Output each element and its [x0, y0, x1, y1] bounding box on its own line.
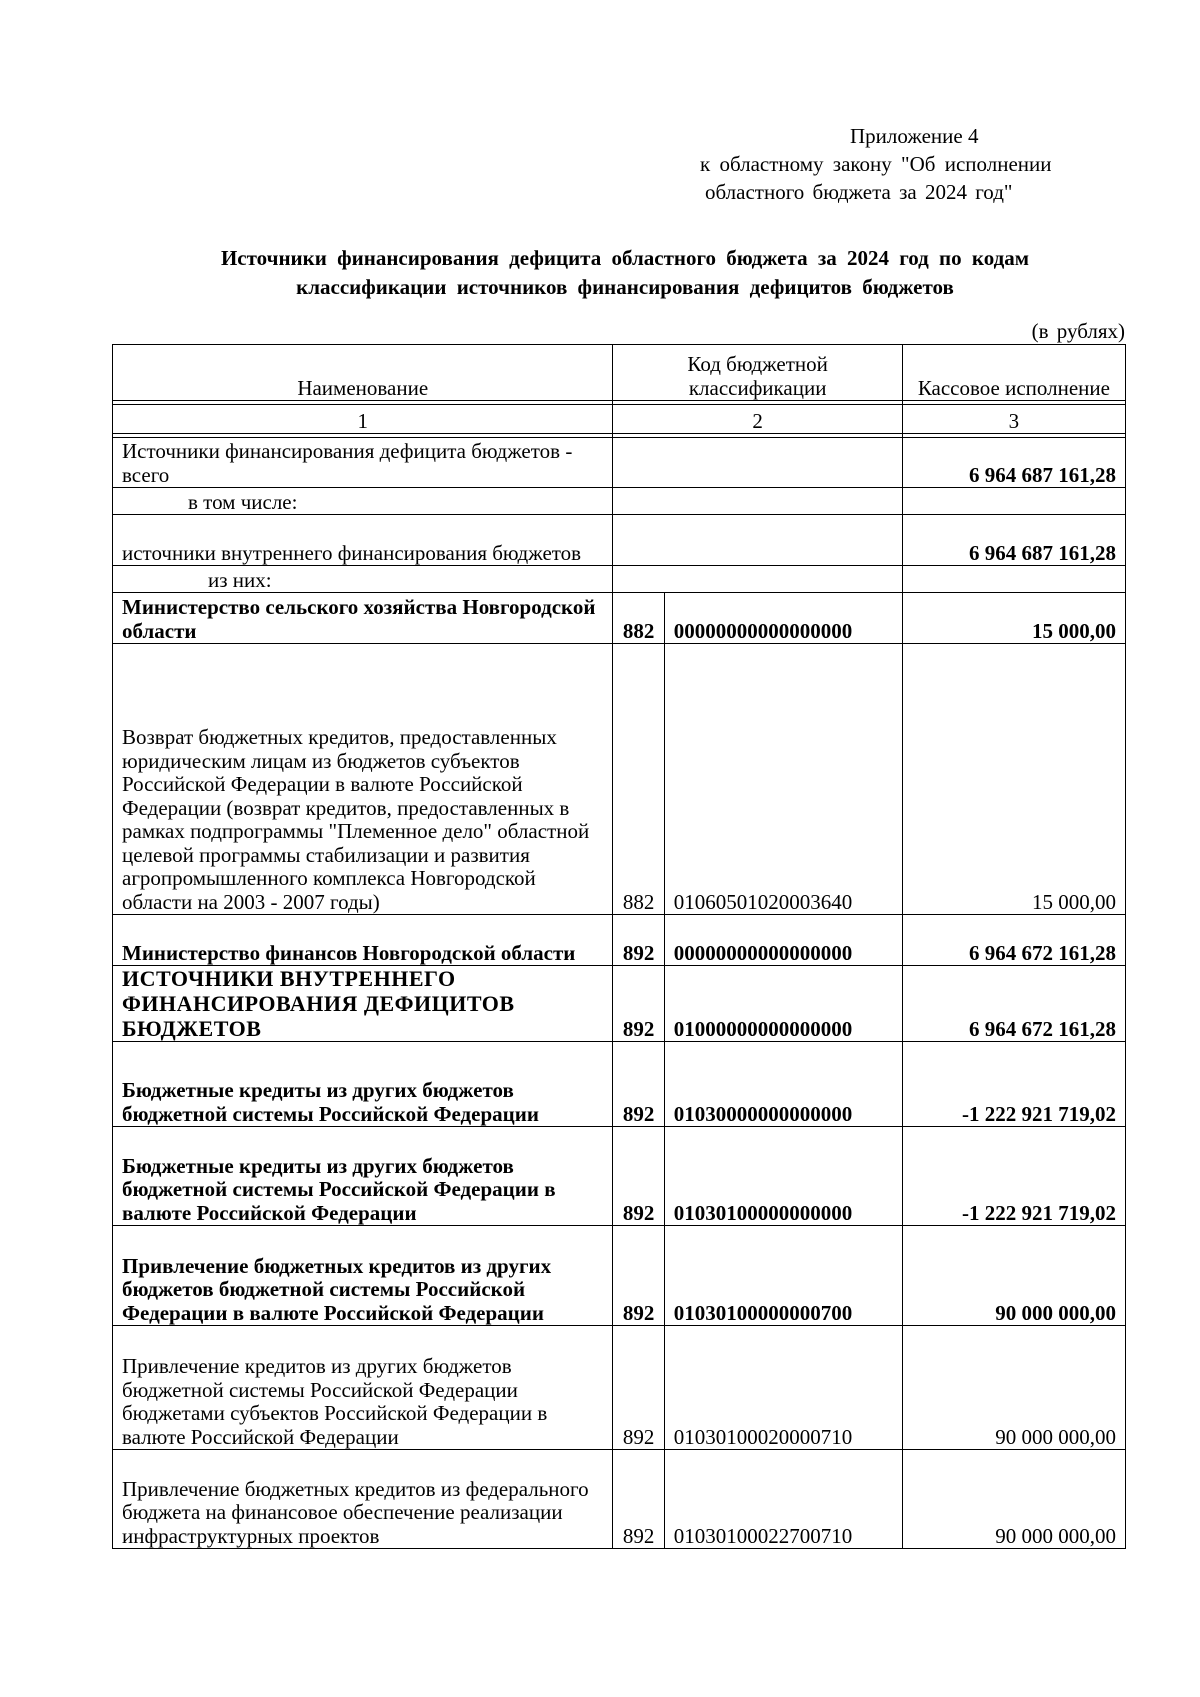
row-amount	[902, 566, 1125, 593]
row-name: Министерство сельского хозяйства Новгородской области	[113, 593, 613, 644]
table-row	[113, 1226, 1126, 1326]
table-row	[113, 438, 1126, 488]
column-number-row	[113, 405, 1126, 434]
document-title-line2: классификации источников финансирования дефицитов бюджетов	[296, 275, 954, 299]
row-name: источники внутреннего финансирования бюджетов	[113, 515, 613, 566]
row-name: Бюджетные кредиты из других бюджетов бюджетной системы Российской Федерации в валюте Российской Федерации	[113, 1127, 613, 1226]
row-code-admin: 892	[613, 966, 664, 1042]
row-name: в том числе:	[113, 488, 613, 515]
row-code-source: 01030100020000710	[664, 1326, 902, 1450]
document-title-line1: Источники финансирования дефицита областного бюджета за 2024 год по кодам	[220, 246, 1030, 270]
row-name: Министерство финансов Новгородской области	[113, 915, 613, 966]
appendix-law-name: областного бюджета за 2024 год"	[705, 180, 1013, 204]
row-name: ИСТОЧНИКИ ВНУТРЕННЕГО ФИНАНСИРОВАНИЯ ДЕФИЦИТОВ БЮДЖЕТОВ	[113, 966, 613, 1042]
row-code-admin: 892	[613, 915, 664, 966]
row-amount: 90 000 000,00	[902, 1226, 1125, 1326]
row-name: Привлечение бюджетных кредитов из других бюджетов бюджетной системы Российской Федерации в валюте Российской Федерации	[113, 1226, 613, 1326]
row-code-admin: 892	[613, 1226, 664, 1326]
table-row	[113, 1042, 1126, 1127]
row-code	[613, 566, 902, 593]
row-amount: 6 964 672 161,28	[902, 915, 1125, 966]
row-amount: 90 000 000,00	[902, 1326, 1125, 1450]
row-name: Привлечение кредитов из других бюджетов бюджетной системы Российской Федерации бюджетами субъектов Российской Федерации в валюте Российской Федерации	[113, 1326, 613, 1450]
table-header-row	[113, 345, 1126, 401]
appendix-number: Приложение 4	[850, 124, 979, 148]
row-code-admin: 882	[613, 593, 664, 644]
row-code-admin: 892	[613, 1450, 664, 1549]
row-code-source: 01030100000000700	[664, 1226, 902, 1326]
row-amount: 15 000,00	[902, 593, 1125, 644]
header-name: Наименование	[113, 345, 613, 401]
row-code-admin: 882	[613, 644, 664, 915]
column-number-3: 3	[902, 405, 1125, 434]
row-amount: 6 964 687 161,28	[902, 515, 1125, 566]
table-row	[113, 1450, 1126, 1549]
row-amount: 6 964 687 161,28	[902, 438, 1125, 488]
row-code-admin: 892	[613, 1326, 664, 1450]
header-amount: Кассовое исполнение	[902, 345, 1125, 401]
unit-note: (в рублях)	[1031, 319, 1125, 343]
row-amount	[902, 488, 1125, 515]
appendix-header	[700, 122, 1120, 206]
row-name: Бюджетные кредиты из других бюджетов бюджетной системы Российской Федерации	[113, 1042, 613, 1127]
appendix-law-ref: к областному закону "Об исполнении	[700, 152, 1052, 176]
row-name: Возврат бюджетных кредитов, предоставленных юридическим лицам из бюджетов субъектов Российской Федерации в валюте Российской Федерации (возврат кредитов, предоставленных в рамках подпрограммы "Племенное дело" областной целевой программы стабилизации и развития агропромышленного комплекса Новгородской области на 2003 - 2007 годы)	[113, 644, 613, 915]
table-row	[113, 488, 1126, 515]
table-row	[113, 593, 1126, 644]
row-code-admin: 892	[613, 1127, 664, 1226]
row-name: Привлечение бюджетных кредитов из федерального бюджета на финансовое обеспечение реализации инфраструктурных проектов	[113, 1450, 613, 1549]
table-row	[113, 1127, 1126, 1226]
document-title	[150, 244, 1100, 302]
row-name: Источники финансирования дефицита бюджетов - всего	[113, 438, 613, 488]
table-row	[113, 515, 1126, 566]
row-code-source: 01060501020003640	[664, 644, 902, 915]
row-amount: 6 964 672 161,28	[902, 966, 1125, 1042]
row-code-source: 00000000000000000	[664, 915, 902, 966]
row-code-admin: 892	[613, 1042, 664, 1127]
table-row	[113, 1326, 1126, 1450]
table-row	[113, 966, 1126, 1042]
table-row	[113, 644, 1126, 915]
header-code: Код бюджетной классификации	[613, 345, 902, 401]
row-amount: 90 000 000,00	[902, 1450, 1125, 1549]
row-amount: -1 222 921 719,02	[902, 1042, 1125, 1127]
table-row	[113, 915, 1126, 966]
row-code	[613, 488, 902, 515]
table-row	[113, 566, 1126, 593]
row-code-source: 01000000000000000	[664, 966, 902, 1042]
row-code	[613, 438, 902, 488]
row-name: из них:	[113, 566, 613, 593]
column-number-1: 1	[113, 405, 613, 434]
row-code-source: 01030000000000000	[664, 1042, 902, 1127]
row-code-source: 01030100000000000	[664, 1127, 902, 1226]
sources-table	[112, 344, 1126, 1549]
column-number-2: 2	[613, 405, 902, 434]
row-code-source: 01030100022700710	[664, 1450, 902, 1549]
row-code	[613, 515, 902, 566]
row-code-source: 00000000000000000	[664, 593, 902, 644]
row-amount: 15 000,00	[902, 644, 1125, 915]
row-amount: -1 222 921 719,02	[902, 1127, 1125, 1226]
